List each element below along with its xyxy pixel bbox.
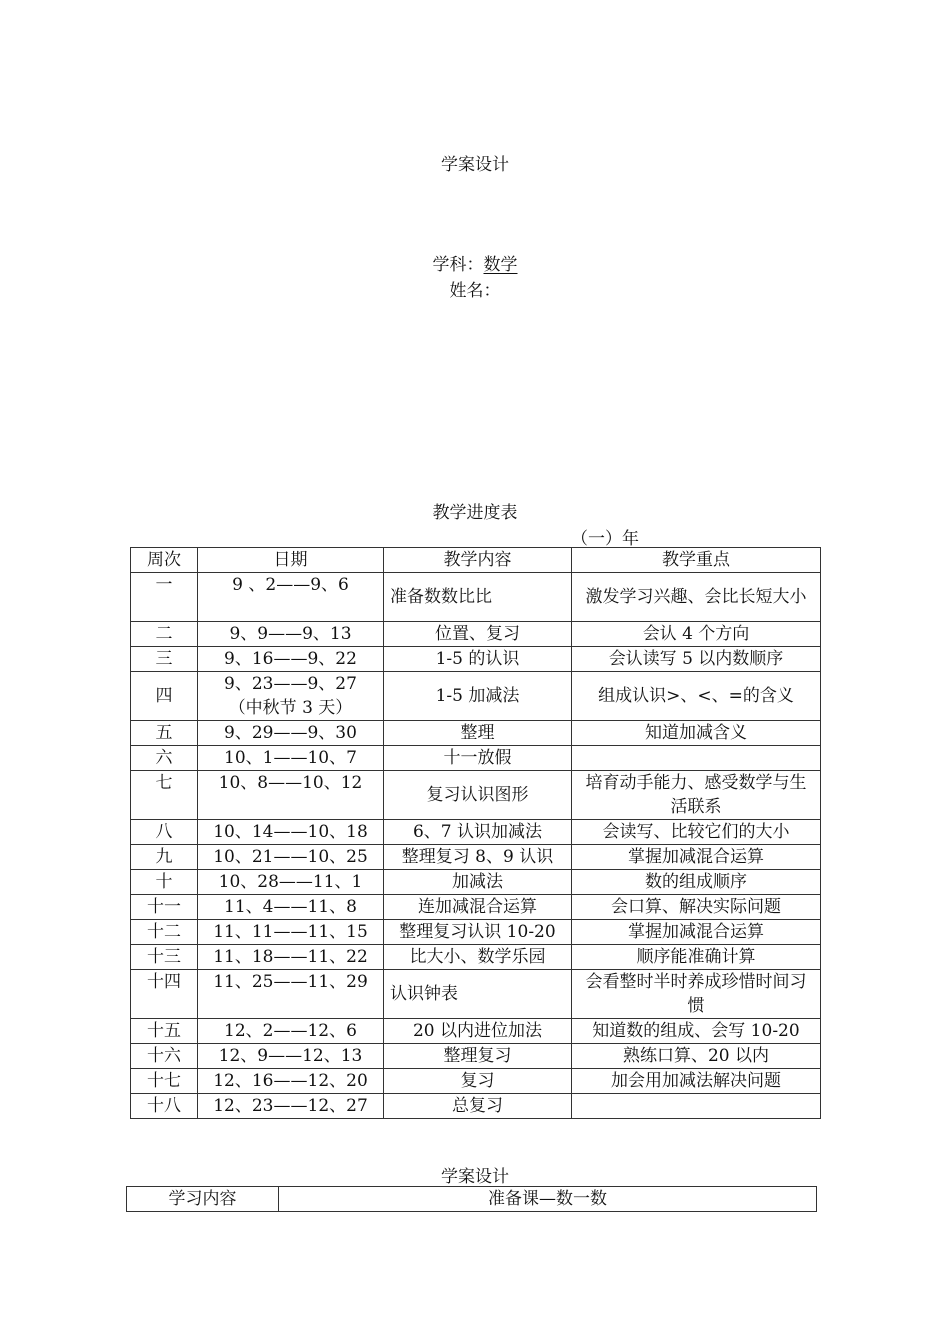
cell-date-text: 9、9——9、13 <box>229 624 352 644</box>
cell-date-text: 11、4——11、8 <box>224 897 357 917</box>
cell-date-text: 10、28——11、1 <box>218 872 363 892</box>
cell-content <box>384 1069 572 1094</box>
cell-focus <box>572 1094 821 1119</box>
subject-line <box>0 250 950 275</box>
cell-content-text: 1-5 的认识 <box>435 649 520 669</box>
header-date: 日期 <box>198 548 384 573</box>
cell-date-text: 10、14——10、18 <box>213 822 368 842</box>
cell-content <box>384 672 572 721</box>
cell-content <box>384 920 572 945</box>
cell-week-text: 十七 <box>147 1071 181 1091</box>
table-row <box>131 672 821 721</box>
cell-focus-text: 培育动手能力、感受数学与生活联系 <box>585 773 807 817</box>
cell-date <box>198 647 384 672</box>
cell-content <box>384 970 572 1019</box>
cell-focus <box>572 870 821 895</box>
cell-focus <box>572 920 821 945</box>
cell-date-note: （中秋节 3 天） <box>228 698 353 718</box>
cell-content <box>384 573 572 622</box>
cell-week <box>131 672 198 721</box>
cell-content-text: 整理复习 <box>443 1046 512 1066</box>
table-row <box>131 970 821 1019</box>
cell-content-text: 20 以内进位加法 <box>412 1021 543 1041</box>
cell-focus <box>572 845 821 870</box>
cell-date <box>198 1044 384 1069</box>
cell-content <box>384 945 572 970</box>
cell-focus <box>572 970 821 1019</box>
cell-content-text: 复习 <box>460 1071 495 1091</box>
cell-date <box>198 721 384 746</box>
cell-focus <box>572 721 821 746</box>
cell-date <box>198 672 384 721</box>
cell-content-text: 比大小、数学乐园 <box>409 947 546 967</box>
cell-date <box>198 1069 384 1094</box>
cell-focus-text: 组成认识>、<、=的含义 <box>598 686 794 706</box>
header-content: 教学内容 <box>384 548 572 573</box>
table-row <box>131 1044 821 1069</box>
cell-content <box>384 895 572 920</box>
cell-date <box>198 895 384 920</box>
cell-week-text: 六 <box>155 748 173 768</box>
cell-content-text: 位置、复习 <box>435 624 520 644</box>
cell-week-text: 十 <box>155 872 173 892</box>
cell-date <box>198 1094 384 1119</box>
cell-focus <box>572 820 821 845</box>
cell-focus-text: 掌握加减混合运算 <box>628 847 764 867</box>
cell-content <box>384 622 572 647</box>
cell-date-text: 12、16——12、20 <box>213 1071 368 1091</box>
cell-focus-text: 会看整时半时养成珍惜时间习惯 <box>585 972 807 1016</box>
study-table <box>126 1186 817 1212</box>
cell-date <box>198 771 384 820</box>
cell-content-text: 总复习 <box>452 1096 503 1116</box>
cell-focus-text: 知道数的组成、会写 10-20 <box>592 1021 800 1041</box>
cell-week <box>131 1069 198 1094</box>
cell-date-text: 9、23——9、27 <box>224 674 357 694</box>
schedule-grade: （一）年 <box>571 529 639 549</box>
study-value: 准备课—数一数 <box>279 1187 817 1212</box>
cell-week <box>131 1094 198 1119</box>
table-row <box>131 647 821 672</box>
cell-date <box>198 1019 384 1044</box>
cell-focus-text: 知道加减含义 <box>645 723 747 743</box>
cell-content-text: 复习认识图形 <box>426 785 529 805</box>
table-row <box>131 721 821 746</box>
cell-focus-text: 会认读写 5 以内数顺序 <box>608 649 784 669</box>
cell-week-text: 十五 <box>147 1021 181 1041</box>
cell-focus <box>572 1044 821 1069</box>
cell-focus <box>572 771 821 820</box>
cell-week <box>131 1044 198 1069</box>
cell-focus <box>572 1069 821 1094</box>
cell-content <box>384 1044 572 1069</box>
cell-week-text: 八 <box>155 822 173 842</box>
table-row <box>131 573 821 622</box>
cell-week <box>131 895 198 920</box>
cell-content-text: 整理复习认识 10-20 <box>399 922 556 942</box>
cell-date-text: 12、2——12、6 <box>224 1021 357 1041</box>
cell-week <box>131 573 198 622</box>
table-row <box>131 746 821 771</box>
cell-content-text: 整理 <box>460 723 495 743</box>
cell-content <box>384 1094 572 1119</box>
cell-date-text: 11、18——11、22 <box>213 947 368 967</box>
table-row <box>131 845 821 870</box>
subject-label: 学科： <box>432 255 484 275</box>
cell-date-text: 9 、2——9、6 <box>232 575 349 595</box>
doc-title: 学案设计 <box>441 155 509 175</box>
table-row <box>131 771 821 820</box>
cell-week <box>131 721 198 746</box>
schedule-header-row <box>131 548 821 573</box>
cell-date <box>198 870 384 895</box>
table-row <box>131 920 821 945</box>
cell-focus-text: 会认 4 个方向 <box>642 624 750 644</box>
cell-focus <box>572 746 821 771</box>
cell-content <box>384 1019 572 1044</box>
cell-content-text: 6、7 认识加减法 <box>412 822 543 842</box>
cell-week-text: 一 <box>155 575 173 595</box>
cell-focus <box>572 622 821 647</box>
cell-content-text: 加减法 <box>452 872 503 892</box>
cell-focus-text: 数的组成顺序 <box>645 872 747 892</box>
cell-date <box>198 845 384 870</box>
cell-week-text: 十八 <box>147 1096 181 1116</box>
cell-week <box>131 945 198 970</box>
cell-week-text: 十一 <box>147 897 181 917</box>
cell-week-text: 十四 <box>147 972 181 992</box>
cell-focus <box>572 1019 821 1044</box>
cell-week-text: 七 <box>155 773 173 793</box>
cell-week-text: 二 <box>155 624 173 644</box>
table-row <box>131 1069 821 1094</box>
cell-week-text: 十二 <box>147 922 181 942</box>
cell-week <box>131 845 198 870</box>
cell-content-text: 1-5 加减法 <box>435 686 520 706</box>
cell-focus-text: 会口算、解决实际问题 <box>611 897 781 917</box>
cell-date-text: 10、21——10、25 <box>213 847 368 867</box>
cell-week <box>131 647 198 672</box>
cell-date <box>198 970 384 1019</box>
table-row <box>131 945 821 970</box>
cell-content <box>384 820 572 845</box>
cell-focus-text: 加会用加减法解决问题 <box>611 1071 781 1091</box>
cell-week <box>131 1019 198 1044</box>
cell-week <box>131 920 198 945</box>
header-week: 周次 <box>131 548 198 573</box>
cell-date <box>198 820 384 845</box>
cell-date-text: 9、16——9、22 <box>224 649 357 669</box>
cell-content-text: 十一放假 <box>443 748 512 768</box>
cell-date <box>198 945 384 970</box>
cell-week <box>131 622 198 647</box>
cell-week-text: 十六 <box>147 1046 181 1066</box>
header-focus: 教学重点 <box>572 548 821 573</box>
cell-week-text: 九 <box>155 847 173 867</box>
cell-date-text: 12、9——12、13 <box>218 1046 363 1066</box>
cell-content-text: 连加减混合运算 <box>418 897 537 917</box>
cell-week <box>131 970 198 1019</box>
cell-date-text: 11、11——11、15 <box>213 922 368 942</box>
cell-week-text: 四 <box>155 686 173 706</box>
cell-content <box>384 870 572 895</box>
table-row <box>131 622 821 647</box>
schedule-table <box>130 547 821 1119</box>
cell-date <box>198 573 384 622</box>
cell-week-text: 十三 <box>147 947 181 967</box>
cell-content-text: 认识钟表 <box>390 984 458 1004</box>
cell-date <box>198 746 384 771</box>
cell-focus <box>572 647 821 672</box>
study-row <box>127 1187 817 1212</box>
cell-date-text: 10、1——10、7 <box>224 748 357 768</box>
cell-content <box>384 845 572 870</box>
cell-date-text: 10、8——10、12 <box>218 773 363 793</box>
cell-week <box>131 771 198 820</box>
cell-date-text: 11、25——11、29 <box>213 972 368 992</box>
cell-focus <box>572 895 821 920</box>
cell-focus-text: 激发学习兴趣、会比长短大小 <box>585 587 807 607</box>
cell-date <box>198 920 384 945</box>
cell-date <box>198 622 384 647</box>
schedule-title: 教学进度表 <box>432 503 518 523</box>
cell-week-text: 三 <box>155 649 173 669</box>
cell-week <box>131 820 198 845</box>
cell-week-text: 五 <box>155 723 173 743</box>
cell-focus <box>572 945 821 970</box>
cell-focus <box>572 573 821 622</box>
cell-content <box>384 721 572 746</box>
subject-value: 数学 <box>483 255 518 275</box>
cell-focus-text: 会读写、比较它们的大小 <box>602 822 790 842</box>
table-row <box>131 895 821 920</box>
cell-content <box>384 746 572 771</box>
name-line <box>0 276 950 301</box>
table-row <box>131 820 821 845</box>
cell-content-text: 整理复习 8、9 认识 <box>401 847 554 867</box>
cell-week <box>131 870 198 895</box>
cell-date-text: 9、29——9、30 <box>224 723 357 743</box>
study-title: 学案设计 <box>441 1167 509 1187</box>
cell-focus-text: 顺序能准确计算 <box>636 947 756 967</box>
table-row <box>131 1019 821 1044</box>
cell-focus-text: 熟练口算、20 以内 <box>622 1046 770 1066</box>
table-row <box>131 1094 821 1119</box>
cell-content <box>384 647 572 672</box>
study-label: 学习内容 <box>127 1187 279 1212</box>
cell-content <box>384 771 572 820</box>
cell-content-text: 准备数数比比 <box>390 587 492 607</box>
table-row <box>131 870 821 895</box>
name-label: 姓名： <box>449 281 501 301</box>
cell-focus <box>572 672 821 721</box>
cell-focus-text: 掌握加减混合运算 <box>628 922 764 942</box>
cell-week <box>131 746 198 771</box>
cell-date-text: 12、23——12、27 <box>213 1096 368 1116</box>
